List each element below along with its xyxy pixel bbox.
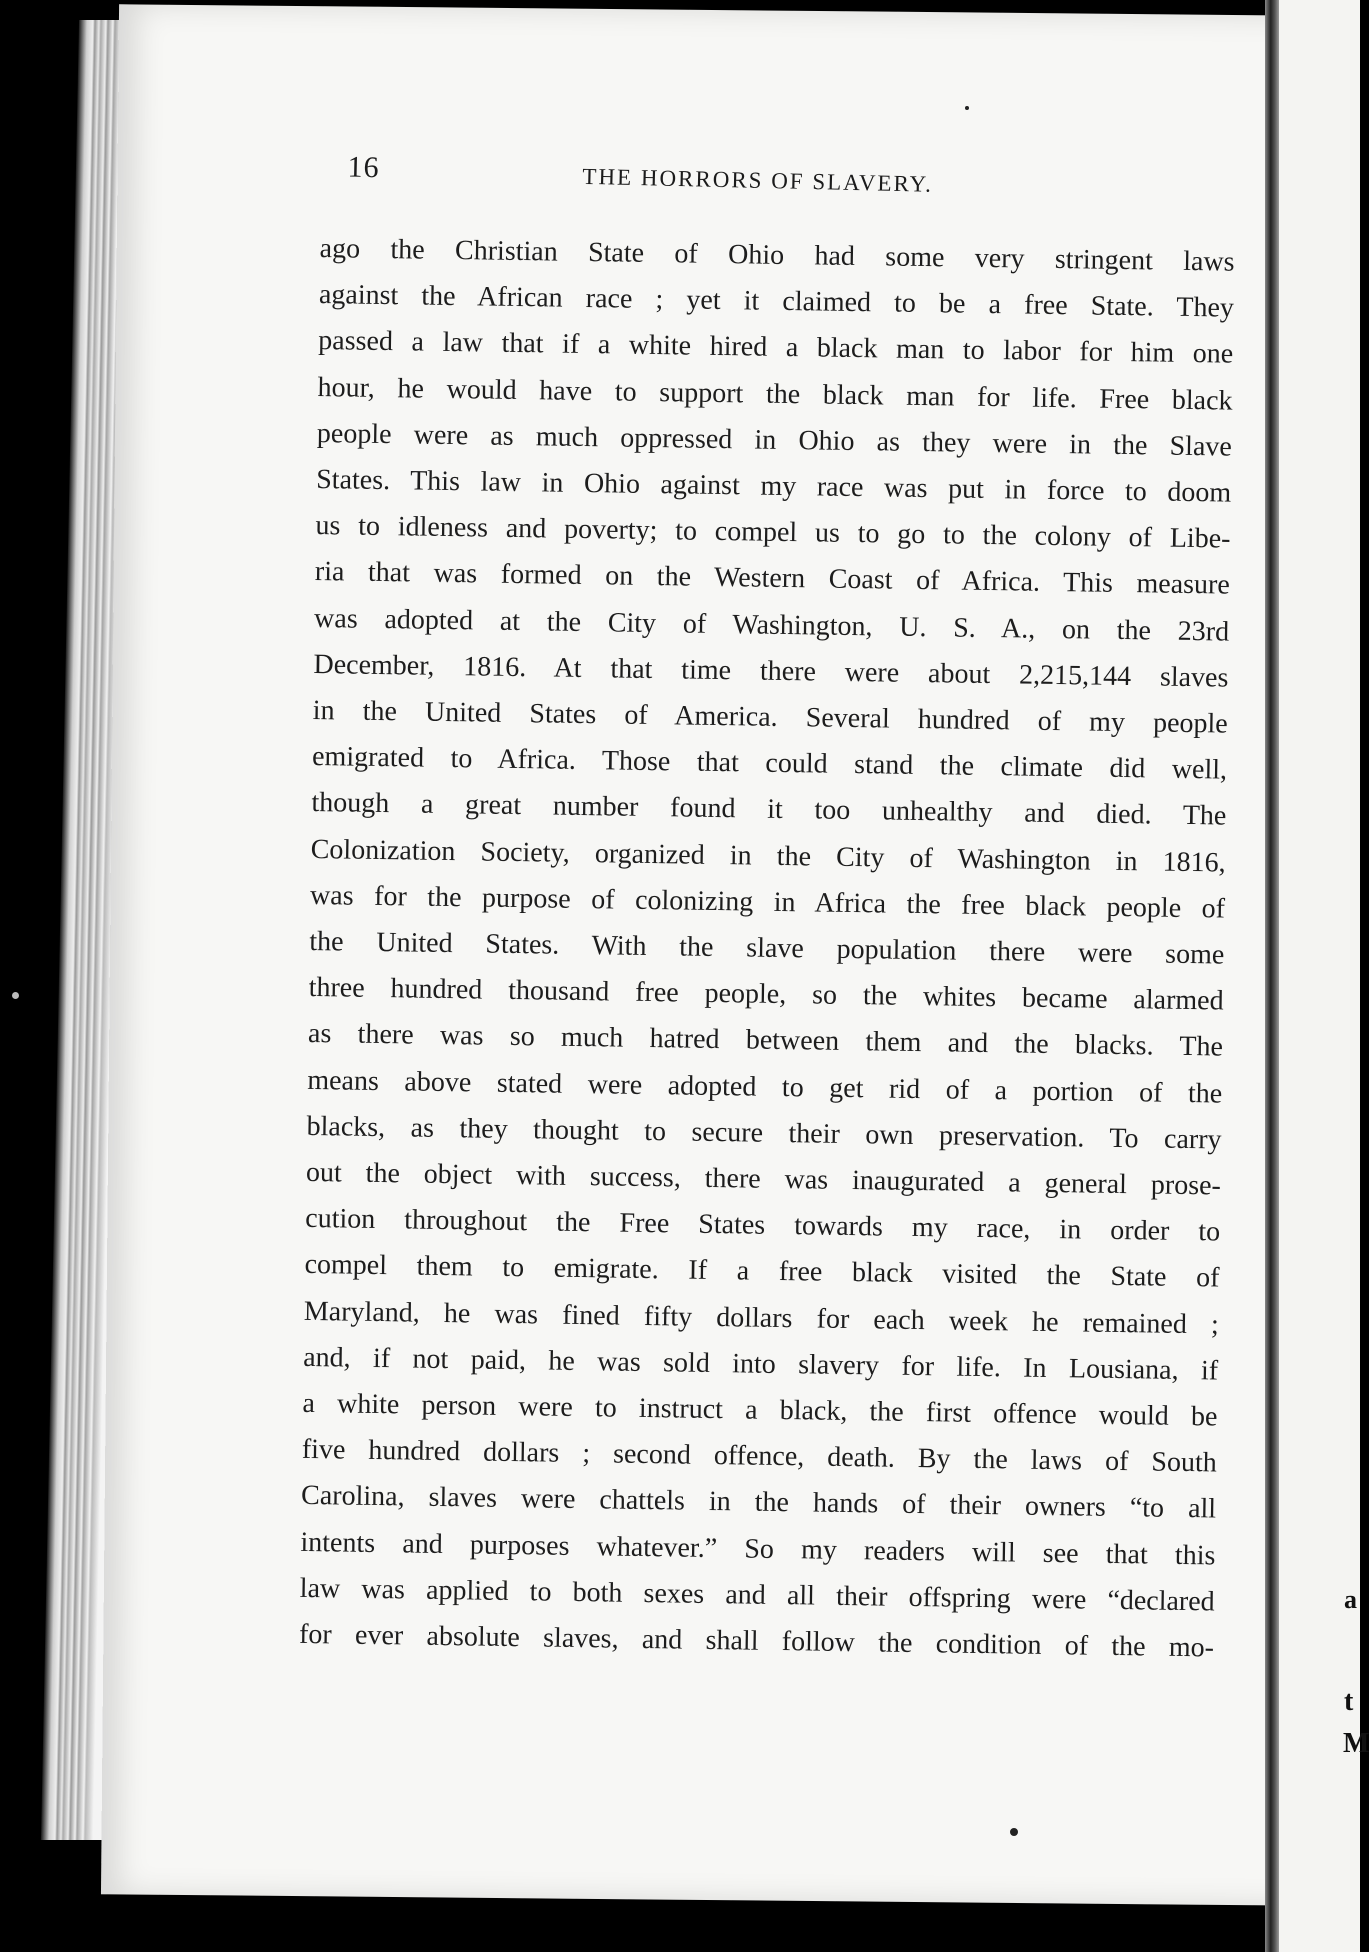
text-line: a white person were to instruct a black, the first offence would be xyxy=(302,1387,1218,1433)
text-line: the United States. With the slave population there were some xyxy=(309,925,1225,971)
scan-speck xyxy=(965,106,969,110)
next-page-letter: M xyxy=(1343,1728,1369,1759)
text-line: cution throughout the Free States towards my race, in order to xyxy=(305,1203,1221,1248)
text-line: though a great number found it too unhealthy and died. The xyxy=(311,787,1227,832)
text-line: us to idleness and poverty; to compel us to go to the colony of Libe- xyxy=(315,510,1231,555)
text-line: people were as much oppressed in Ohio as they were in the Slave xyxy=(316,417,1233,463)
text-line: for ever absolute slaves, and shall follow the condition of the mo- xyxy=(298,1618,1215,1664)
book-gutter xyxy=(1265,0,1279,1952)
text-line: intents and purposes whatever.” So my readers will see that this xyxy=(300,1526,1216,1572)
page-number: 16 xyxy=(347,150,380,185)
text-line: blacks, as they thought to secure their own preservation. To carry xyxy=(306,1110,1222,1156)
text-line: was for the purpose of colonizing in Africa the free black people of xyxy=(309,879,1226,925)
text-line: out the object with success, there was inaugurated a general prose- xyxy=(305,1156,1222,1202)
text-line: passed a law that if a white hired a black man to labor for him one xyxy=(318,325,1234,370)
text-line: means above stated were adopted to get rid of a portion of the xyxy=(307,1064,1223,1110)
text-line: was adopted at the City of Washington, U. S. A., on the 23rd xyxy=(313,602,1230,648)
text-line: Colonization Society, organized in the City of Washington in 1816, xyxy=(310,833,1226,879)
text-line: in the United States of America. Several hundred of my people xyxy=(312,695,1228,740)
text-line: ria that was formed on the Western Coast of Africa. This measure xyxy=(314,556,1230,601)
text-line: Carolina, slaves were chattels in the hands of their owners “to all xyxy=(300,1480,1217,1525)
text-line: emigrated to Africa. Those that could stand the climate did well, xyxy=(311,741,1228,786)
text-line: States. This law in Ohio against my race was put in force to doom xyxy=(316,464,1232,509)
next-page-letter: a xyxy=(1344,1585,1357,1614)
text-line: and, if not paid, he was sold into slavery for life. In Lousiana, if xyxy=(302,1341,1219,1387)
scan-speck xyxy=(1010,1828,1018,1836)
text-line: December, 1816. At that time there were about 2,215,144 slaves xyxy=(313,648,1229,694)
next-page-letter: t xyxy=(1344,1686,1354,1717)
text-line: five hundred dollars ; second offence, death. By the laws of South xyxy=(301,1434,1217,1479)
scan-speck xyxy=(12,992,19,999)
text-line: as there was so much hatred between them and the blacks. The xyxy=(307,1018,1224,1063)
text-line: ago the Christian State of Ohio had some very stringent laws xyxy=(319,233,1235,278)
text-line: against the African race ; yet it claimed to be a free State. They xyxy=(318,279,1235,324)
text-line: Maryland, he was fined fifty dollars for each week he remained ; xyxy=(303,1295,1220,1341)
text-line: hour, he would have to support the black man for life. Free black xyxy=(317,371,1233,417)
text-line: law was applied to both sexes and all their offspring were “declared xyxy=(299,1572,1215,1618)
page-body-text xyxy=(299,226,1235,1672)
running-title: THE HORRORS OF SLAVERY. xyxy=(582,163,934,197)
text-line: three hundred thousand free people, so the whites became alarmed xyxy=(308,972,1224,1017)
next-page-edge xyxy=(1279,0,1369,1952)
text-line: compel them to emigrate. If a free black visited the State of xyxy=(304,1249,1220,1294)
